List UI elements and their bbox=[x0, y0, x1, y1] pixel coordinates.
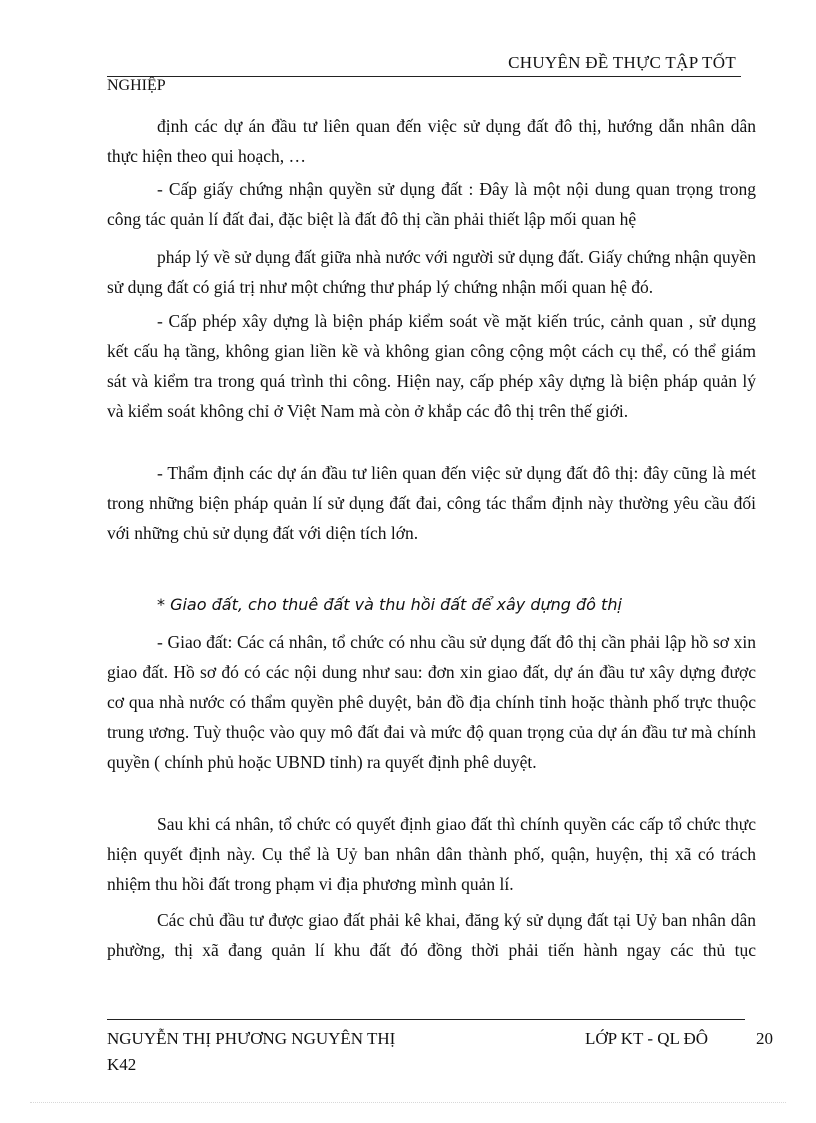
footer-class: LỚP KT - QL ĐÔ bbox=[585, 1029, 709, 1048]
page-bottom-divider bbox=[30, 1102, 786, 1103]
paragraph-2: - Cấp giấy chứng nhận quyền sử dụng đất : Đây là một nội dung quan trọng trong công tác quản lí đất đai, đặc biệt là đất đô thị cần phải thiết lập mối quan hệ bbox=[107, 179, 756, 229]
paragraph-5: - Thẩm định các dự án đầu tư liên quan đến việc sử dụng đất đô thị: đây cũng là mét trong những biện pháp quản lí sử dụng đất đai, công tác thẩm định này thường yêu cầu đối với những chủ sử dụng đất với diện tích lớn. bbox=[107, 463, 756, 543]
running-header-title-continued: NGHIỆP bbox=[107, 77, 166, 94]
paragraph-6: - Giao đất: Các cá nhân, tổ chức có nhu cầu sử dụng đất đô thị cần phải lập hồ sơ xin giao đất. Hồ sơ đó có các nội dung như sau: đơn xin giao đất, dự án đầu tư xây dựng được cơ qua nhà nước có thẩm quyền phê duyệt, bản đồ địa chính tỉnh hoặc thành phố trực thuộc trung ương. Tuỳ thuộc vào quy mô đất đai và mức độ quan trọng của dự án đầu tư mà chính quyền ( chính phủ hoặc UBND tỉnh) ra quyết định phê duyệt. bbox=[107, 632, 756, 772]
paragraph-7: Sau khi cá nhân, tổ chức có quyết định giao đất thì chính quyền các cấp tổ chức thực hiện quyết định này. Cụ thể là Uỷ ban nhân dân thành phố, quận, huyện, thị xã có trách nhiệm thu hồi đất trong phạm vi địa phương mình quản lí. bbox=[107, 814, 756, 894]
running-header-title: CHUYÊN ĐỀ THỰC TẬP TỐT bbox=[508, 53, 736, 72]
header-rule bbox=[107, 76, 741, 77]
paragraph-4: - Cấp phép xây dựng là biện pháp kiểm soát về mặt kiến trúc, cảnh quan , sử dụng kết cấu hạ tầng, không gian liền kề và không gian công cộng một cách cụ thể, có thể giám sát và kiểm tra trong quá trình thi công. Hiện nay, cấp phép xây dựng là biện pháp quản lý và kiểm soát không chỉ ở Việt Nam mà còn ở khắp các đô thị trên thế giới. bbox=[107, 311, 756, 421]
footer-author: NGUYỄN THỊ PHƯƠNG NGUYÊN THỊ K42 bbox=[107, 1029, 396, 1074]
paragraph-8: Các chủ đầu tư được giao đất phải kê khai, đăng ký sử dụng đất tại Uỷ ban nhân dân phường, thị xã đang quản lí khu đất đó đồng thời phải tiến hành ngay các thủ tục bbox=[107, 910, 756, 960]
page-number: 20 bbox=[756, 1029, 773, 1048]
section-heading: * Giao đất, cho thuê đất và thu hồi đất để xây dựng đô thị bbox=[157, 595, 622, 614]
paragraph-3: pháp lý về sử dụng đất giữa nhà nước với người sử dụng đất. Giấy chứng nhận quyền sử dụng đất có giá trị như một chứng thư pháp lý chứng nhận mối quan hệ đó. bbox=[107, 247, 756, 297]
footer-rule bbox=[107, 1019, 745, 1020]
paragraph-1: định các dự án đầu tư liên quan đến việc sử dụng đất đô thị, hướng dẫn nhân dân thực hiện theo qui hoạch, … bbox=[107, 116, 756, 166]
